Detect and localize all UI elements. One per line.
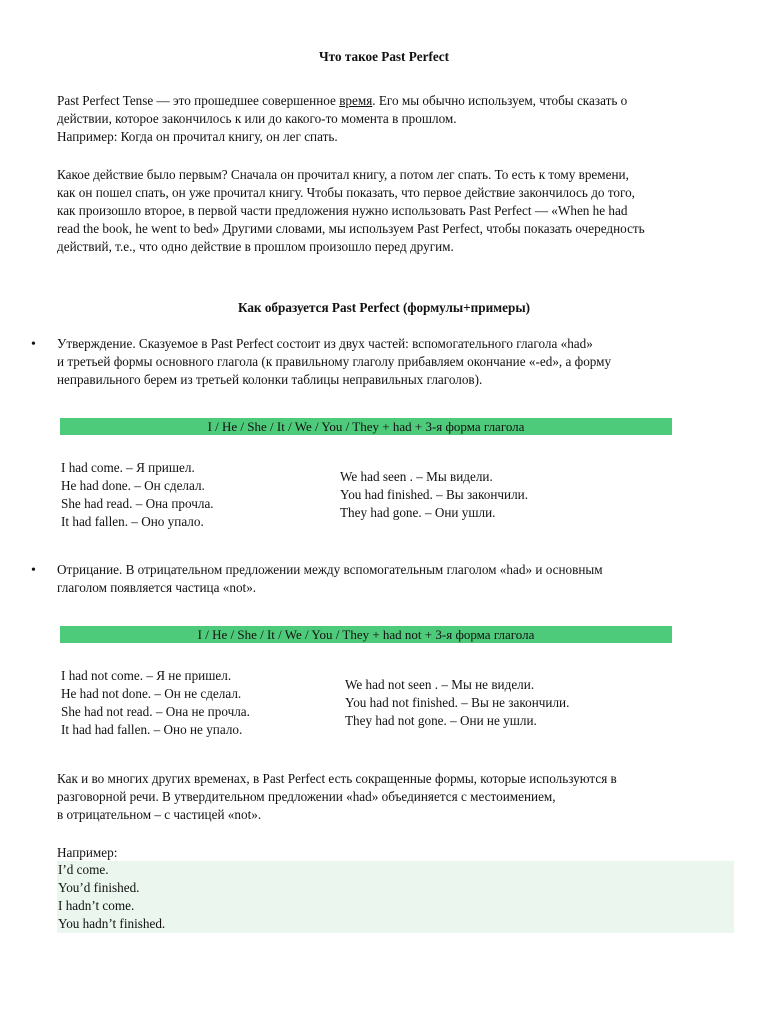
example-line: We had not seen . – Мы не видели. bbox=[345, 677, 535, 692]
explain-line: как он пошел спать, он уже прочитал книгу. Чтобы показать, что первое действие закончилось до того, bbox=[57, 185, 635, 200]
section-heading: Как образуется Past Perfect (формулы+примеры) bbox=[237, 300, 531, 315]
negation-line: Отрицание. В отрицательном предложении между вспомогательным глаголом «had» и основным bbox=[57, 562, 603, 577]
negation-formula-bar: I / He / She / It / We / You / They + had not + 3-я форма глагола bbox=[60, 626, 672, 643]
affirm-paragraph bbox=[57, 335, 717, 389]
explain-line: read the book, he went to bed» Другими словами, мы используем Past Perfect, чтобы показать очередность bbox=[57, 221, 645, 236]
example-line: She had not read. – Она не прочла. bbox=[61, 704, 250, 719]
example-label: Например: bbox=[57, 845, 118, 860]
contraction-example: I’d come. bbox=[58, 862, 109, 877]
contraction-example: You hadn’t finished. bbox=[58, 916, 166, 931]
intro-text-1b: . Его мы обычно используем, чтобы сказать о bbox=[372, 93, 628, 108]
contract-paragraph bbox=[57, 770, 717, 824]
affirm-examples-right bbox=[340, 468, 528, 522]
contract-line: Как и во многих других временах, в Past Perfect есть сокращенные формы, которые используются в bbox=[57, 771, 617, 786]
affirm-line: и третьей формы основного глагола (к правильному глаголу прибавляем окончание «-ed», а форму bbox=[57, 354, 612, 369]
example-line: You had not finished. – Вы не закончили. bbox=[345, 695, 570, 710]
example-line: I had come. – Я пришел. bbox=[61, 460, 195, 475]
negation-examples-right bbox=[345, 676, 569, 730]
intro-paragraph bbox=[57, 92, 717, 146]
intro-line-3: Например: Когда он прочитал книгу, он лег спать. bbox=[57, 129, 338, 144]
negation-paragraph bbox=[57, 561, 717, 597]
contraction-example: You’d finished. bbox=[58, 880, 140, 895]
example-line: He had not done. – Он не сделал. bbox=[61, 686, 242, 701]
example-line: We had seen . – Мы видели. bbox=[340, 469, 493, 484]
bullet-icon: • bbox=[31, 337, 36, 352]
link-vremya[interactable]: время bbox=[339, 93, 373, 108]
affirm-examples-left bbox=[61, 459, 214, 531]
contraction-examples-box bbox=[57, 861, 734, 933]
affirm-formula-bar: I / He / She / It / We / You / They + had + 3-я форма глагола bbox=[60, 418, 672, 435]
example-line: It had had fallen. – Оно не упало. bbox=[61, 722, 243, 737]
example-line: They had not gone. – Они не ушли. bbox=[345, 713, 537, 728]
example-line: You had finished. – Вы закончили. bbox=[340, 487, 529, 502]
affirm-line: Утверждение. Сказуемое в Past Perfect состоит из двух частей: вспомогательного глагола «had» bbox=[57, 336, 593, 351]
intro-line-2: действии, которое закончилось к или до какого-то момента в прошлом. bbox=[57, 111, 457, 126]
example-line: It had fallen. – Оно упало. bbox=[61, 514, 204, 529]
page-title: Что такое Past Perfect bbox=[319, 49, 449, 64]
bullet-icon: • bbox=[31, 563, 36, 578]
example-line: They had gone. – Они ушли. bbox=[340, 505, 496, 520]
example-line: He had done. – Он сделал. bbox=[61, 478, 205, 493]
affirm-line: неправильного берем из третьей колонки таблицы неправильных глаголов). bbox=[57, 372, 483, 387]
explain-line: действий, т.е., что одно действие в прошлом произошло перед другим. bbox=[57, 239, 454, 254]
explain-line: как произошло второе, в первой части предложения нужно использовать Past Perfect — «When he had bbox=[57, 203, 628, 218]
example-line: She had read. – Она прочла. bbox=[61, 496, 214, 511]
explain-line: Какое действие было первым? Сначала он прочитал книгу, а потом лег спать. То есть к тому времени, bbox=[57, 167, 629, 182]
negation-examples-left bbox=[61, 667, 250, 739]
explain-paragraph bbox=[57, 166, 717, 256]
negation-line: глаголом появляется частица «not». bbox=[57, 580, 257, 595]
intro-text-1a: Past Perfect Tense — это прошедшее совершенное bbox=[57, 93, 340, 108]
contraction-example: I hadn’t come. bbox=[58, 898, 135, 913]
contract-line: разговорной речи. В утвердительном предложении «had» объединяется с местоимением, bbox=[57, 789, 556, 804]
example-line: I had not come. – Я не пришел. bbox=[61, 668, 232, 683]
contract-line: в отрицательном – с частицей «not». bbox=[57, 807, 262, 822]
